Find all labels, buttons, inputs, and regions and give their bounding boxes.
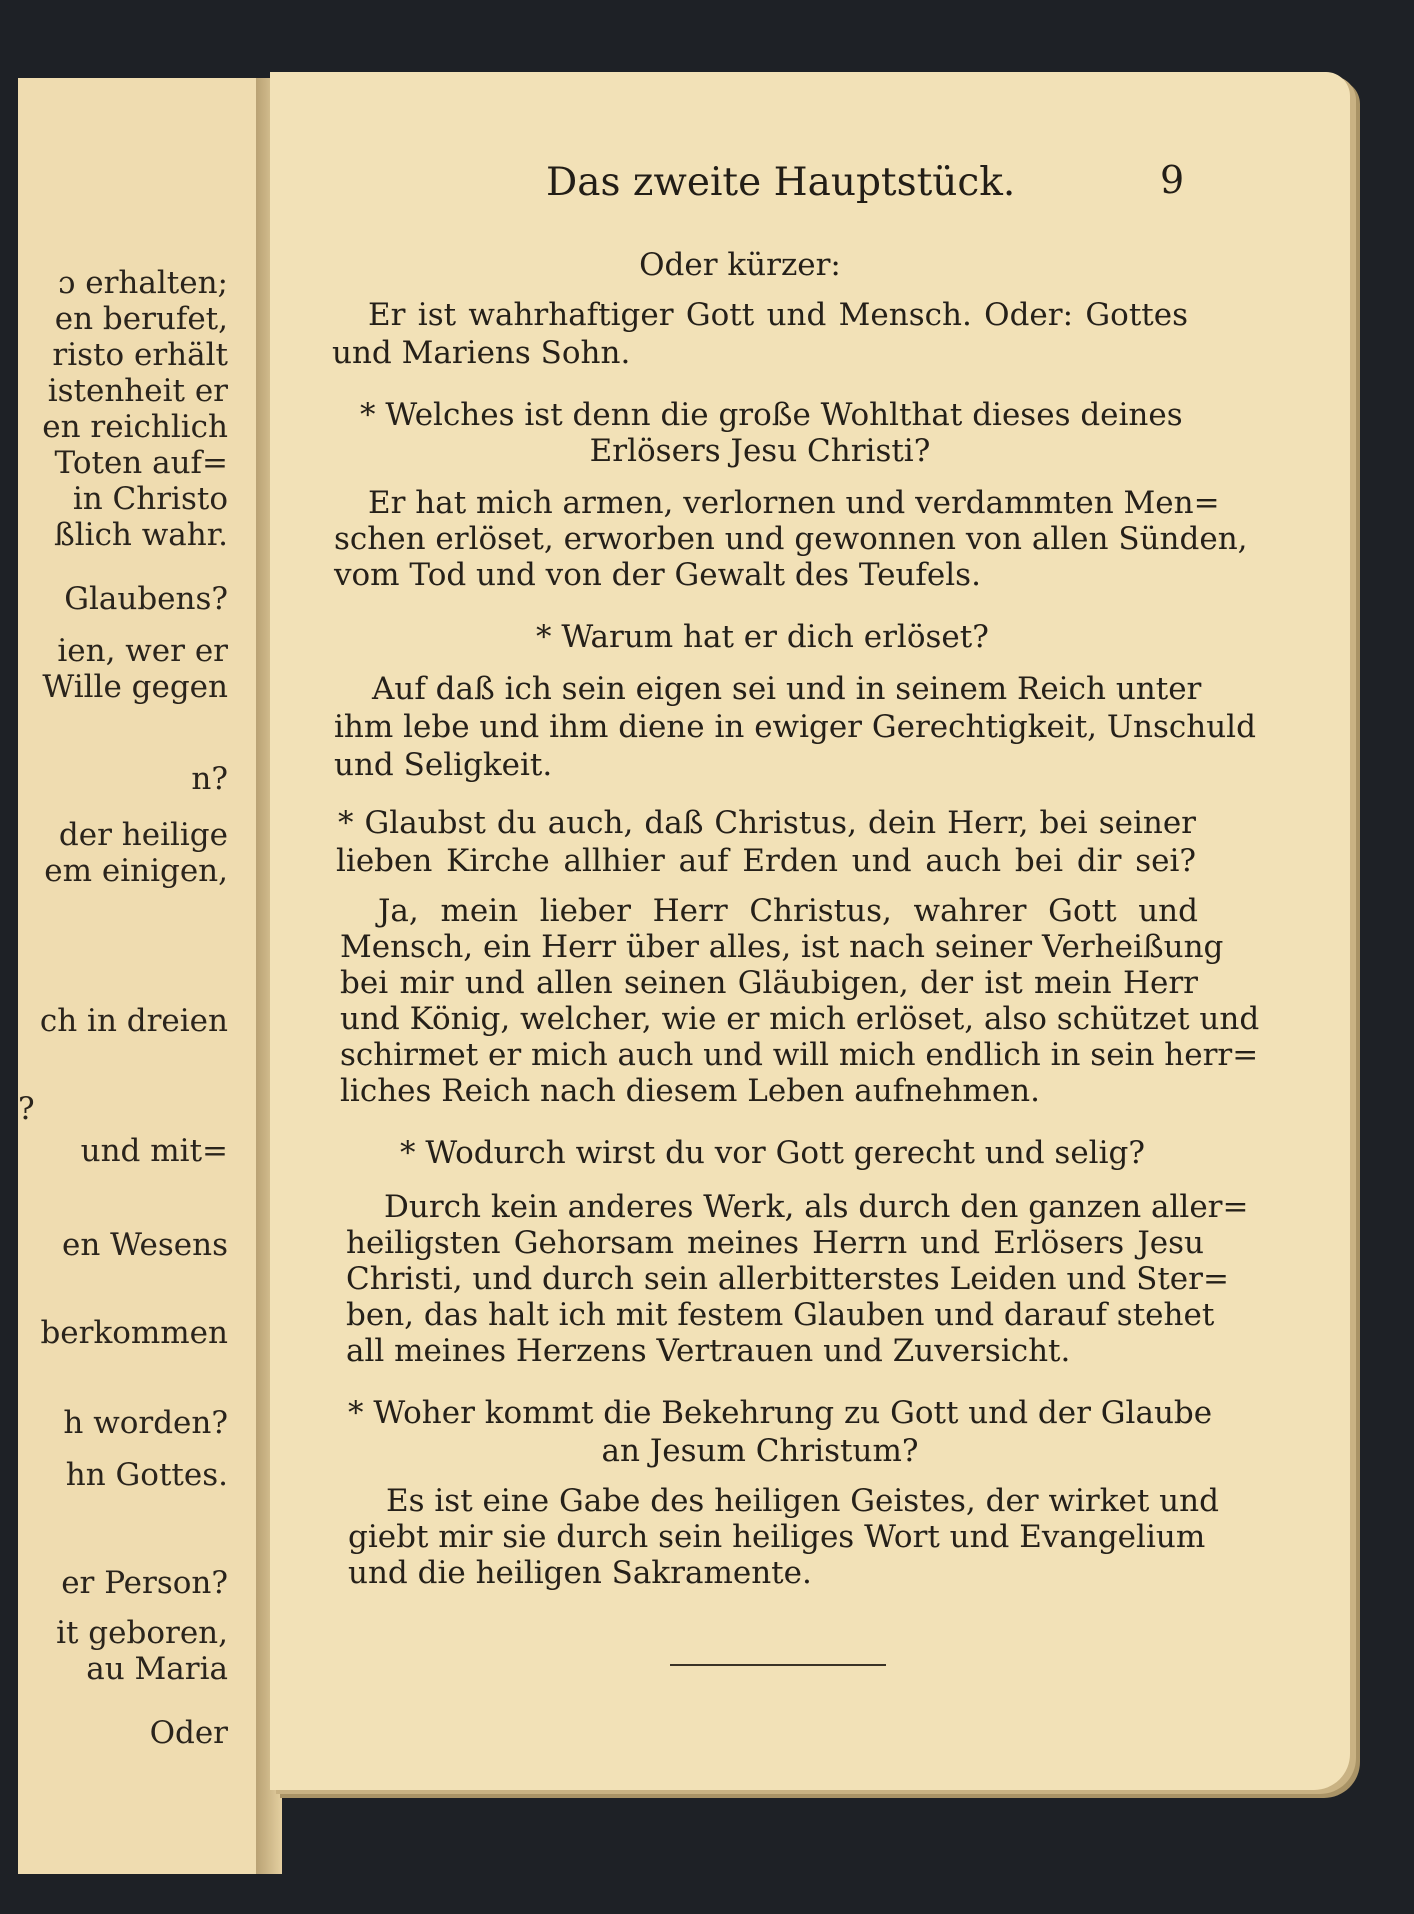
left-page-line: Toten auf= xyxy=(54,445,228,481)
answer-line: Mensch, ein Herr über alles, ist nach seiner Verheißung xyxy=(340,929,1224,965)
left-page-line: er Person? xyxy=(61,1565,228,1601)
answer-line: liches Reich nach diesem Leben aufnehmen. xyxy=(340,1073,1040,1109)
left-page-line: n? xyxy=(191,761,228,797)
left-page-line: it geboren, xyxy=(56,1615,228,1651)
answer-line: schirmet er mich auch und will mich endlich in sein herr= xyxy=(340,1037,1259,1073)
answer-line: und Mariens Sohn. xyxy=(332,335,631,371)
left-page-line: risto erhält xyxy=(52,337,228,373)
left-page-line: Oder xyxy=(149,1715,228,1751)
answer-line: heiligsten Gehorsam meines Herrn und Erlösers Jesu xyxy=(346,1225,1204,1261)
left-page-line: em einigen, xyxy=(44,853,228,889)
left-page-line: h worden? xyxy=(63,1405,228,1441)
answer-line: Er ist wahrhaftiger Gott und Mensch. Oder: Gottes xyxy=(368,297,1188,333)
left-page-line: Wille gegen xyxy=(42,669,228,705)
left-page-line: en reichlich xyxy=(42,409,228,445)
question-line: lieben Kirche allhier auf Erden und auch bei dir sei? xyxy=(336,843,1196,879)
left-page-line: ɔ erhalten; xyxy=(58,265,228,301)
subheading: Oder kürzer: xyxy=(639,247,841,283)
left-page-line: en berufet, xyxy=(54,301,228,337)
left-page-line: und mit= xyxy=(80,1133,228,1169)
question-line: an Jesum Christum? xyxy=(601,1433,919,1469)
question-line: * Warum hat er dich erlöset? xyxy=(536,619,989,655)
left-page-line: ch in dreien xyxy=(39,1003,228,1039)
left-page-line: Glaubens? xyxy=(64,581,228,617)
section-end-rule xyxy=(670,1664,886,1666)
answer-line: Ja, mein lieber Herr Christus, wahrer Gott und xyxy=(378,893,1198,929)
page-number: 9 xyxy=(1160,158,1185,202)
answer-line: all meines Herzens Vertrauen und Zuversicht. xyxy=(346,1333,1071,1369)
answer-line: Es ist eine Gabe des heiligen Geistes, der wirket und xyxy=(386,1483,1219,1519)
answer-line: Christi, und durch sein allerbitterstes Leiden und Ster= xyxy=(346,1261,1229,1297)
left-page xyxy=(18,78,268,1874)
answer-line: und König, welcher, wie er mich erlöset, also schützet und xyxy=(340,1001,1260,1037)
answer-line: bei mir und allen seinen Gläubigen, der ist mein Herr xyxy=(340,965,1198,1001)
left-page-line: en Wesens xyxy=(62,1227,228,1263)
answer-line: schen erlöset, erworben und gewonnen von allen Sünden, xyxy=(334,521,1248,557)
left-page-line: au Maria xyxy=(86,1651,228,1687)
answer-line: ben, das halt ich mit festem Glauben und darauf stehet xyxy=(346,1297,1215,1333)
left-page-line: in Christo xyxy=(72,481,228,517)
question-line: * Woher kommt die Bekehrung zu Gott und der Glaube xyxy=(348,1395,1213,1431)
answer-line: und Seligkeit. xyxy=(334,747,553,783)
answer-line: Auf daß ich sein eigen sei und in seinem Reich unter xyxy=(372,671,1202,707)
question-line: * Welches ist denn die große Wohlthat dieses deines xyxy=(360,397,1183,433)
answer-line: giebt mir sie durch sein heiliges Wort und Evangelium xyxy=(348,1519,1206,1555)
running-head: Das zweite Hauptstück. xyxy=(546,160,1016,205)
left-page-line: hn Gottes. xyxy=(65,1457,228,1493)
left-page-line: berkommen xyxy=(40,1315,228,1351)
left-page-line: istenheit er xyxy=(47,373,228,409)
left-page-line: ien, wer er xyxy=(57,633,228,669)
answer-line: ihm lebe und ihm diene in ewiger Gerechtigkeit, Unschuld xyxy=(334,709,1256,745)
left-page-line: ßlich wahr. xyxy=(54,517,228,553)
answer-line: Durch kein anderes Werk, als durch den ganzen aller= xyxy=(384,1189,1249,1225)
question-line: Erlösers Jesu Christi? xyxy=(589,433,931,469)
left-page-line: ? xyxy=(18,1091,35,1127)
question-line: * Wodurch wirst du vor Gott gerecht und selig? xyxy=(400,1135,1145,1171)
answer-line: Er hat mich armen, verlornen und verdammten Men= xyxy=(368,485,1220,521)
question-line: * Glaubst du auch, daß Christus, dein Herr, bei seiner xyxy=(338,805,1196,841)
answer-line: und die heiligen Sakramente. xyxy=(348,1555,812,1591)
left-page-line: der heilige xyxy=(58,817,228,853)
answer-line: vom Tod und von der Gewalt des Teufels. xyxy=(334,557,981,593)
